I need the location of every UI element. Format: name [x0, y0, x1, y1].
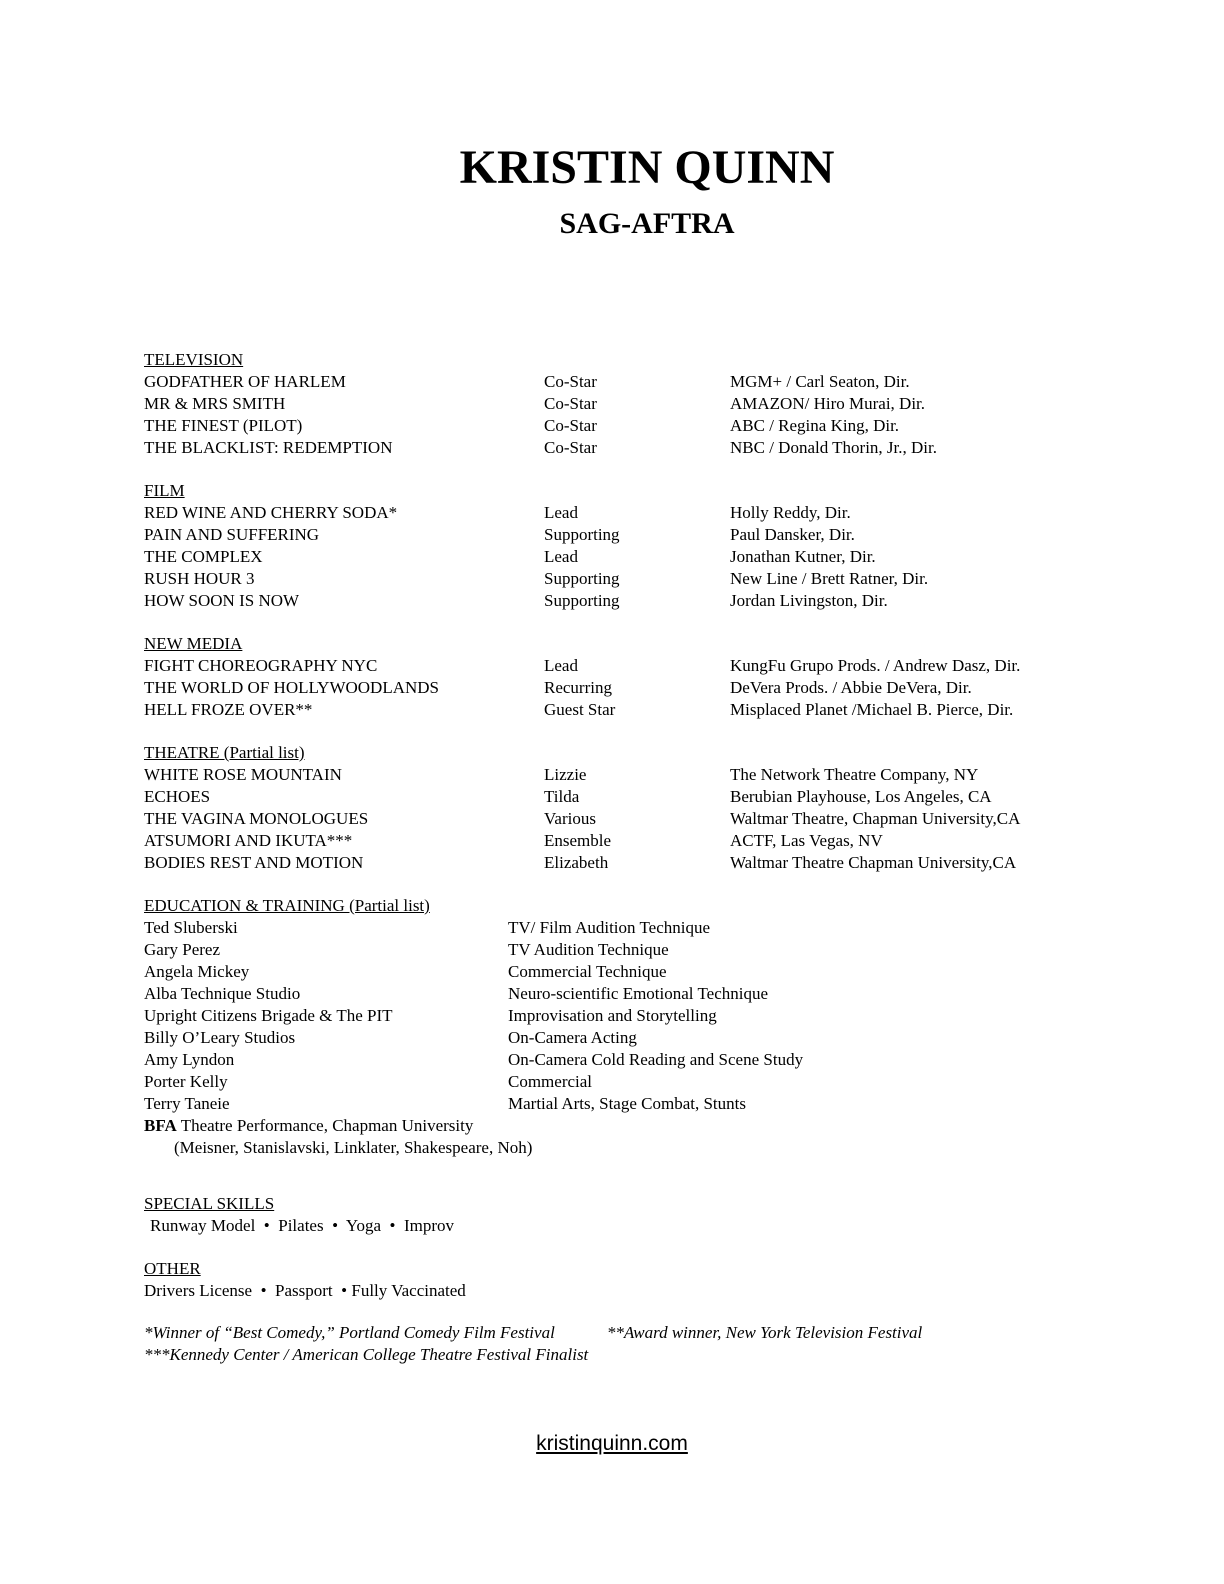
credit-role: Guest Star: [544, 700, 616, 719]
education-row: [144, 1093, 1150, 1115]
teacher-name: Billy O’Leary Studios: [144, 1028, 296, 1047]
credit-row: [144, 590, 1150, 612]
training-subject: TV/ Film Audition Technique: [508, 918, 711, 937]
credit-title: FIGHT CHOREOGRAPHY NYC: [144, 656, 378, 675]
credit-row: [144, 808, 1150, 830]
credit-row: [144, 524, 1150, 546]
credit-title: GODFATHER OF HARLEM: [144, 372, 346, 391]
training-subject: Commercial Technique: [508, 962, 667, 981]
credit-row: [144, 393, 1150, 415]
teacher-name: Angela Mickey: [144, 962, 250, 981]
credit-row: [144, 699, 1150, 721]
footnote-line-2: ***Kennedy Center / American College Theatre Festival Finalist: [144, 1345, 589, 1364]
education-row: [144, 983, 1150, 1005]
section-theatre: [144, 742, 1150, 874]
credit-company: Waltmar Theatre Chapman University,CA: [730, 853, 1017, 872]
degree-note: (Meisner, Stanislavski, Linklater, Shakespeare, Noh): [174, 1138, 533, 1157]
credit-title: PAIN AND SUFFERING: [144, 525, 320, 544]
credit-title: THE COMPLEX: [144, 547, 263, 566]
credit-row: [144, 677, 1150, 699]
credit-role: Supporting: [544, 569, 620, 588]
section-new-media: [144, 633, 1150, 721]
credit-role: Recurring: [544, 678, 612, 697]
union-affiliation: SAG-AFTRA: [559, 207, 735, 240]
credit-title: RED WINE AND CHERRY SODA*: [144, 503, 398, 522]
credit-row: [144, 655, 1150, 677]
credit-row: [144, 830, 1150, 852]
credit-role: Tilda: [544, 787, 580, 806]
credit-company: KungFu Grupo Prods. / Andrew Dasz, Dir.: [730, 656, 1021, 675]
footnote-line-1: [144, 1322, 1150, 1344]
credit-company: DeVera Prods. / Abbie DeVera, Dir.: [730, 678, 972, 697]
training-subject: Martial Arts, Stage Combat, Stunts: [508, 1094, 746, 1113]
credit-row: [144, 546, 1150, 568]
credit-company: The Network Theatre Company, NY: [730, 765, 979, 784]
training-subject: TV Audition Technique: [508, 940, 669, 959]
credit-role: Supporting: [544, 591, 620, 610]
credit-row: [144, 502, 1150, 524]
credit-role: Co-Star: [544, 394, 597, 413]
education-row: [144, 1027, 1150, 1049]
section-film: [144, 480, 1150, 612]
section-other: [144, 1258, 1150, 1302]
credit-title: THE VAGINA MONOLOGUES: [144, 809, 369, 828]
credit-role: Co-Star: [544, 438, 597, 457]
education-row: [144, 961, 1150, 983]
degree-abbrev: BFA: [144, 1116, 177, 1135]
credit-company: New Line / Brett Ratner, Dir.: [730, 569, 929, 588]
section-heading: OTHER: [144, 1259, 201, 1278]
credit-title: ECHOES: [144, 787, 211, 806]
teacher-name: Upright Citizens Brigade & The PIT: [144, 1006, 393, 1025]
credit-title: THE FINEST (PILOT): [144, 416, 303, 435]
credit-company: MGM+ / Carl Seaton, Dir.: [730, 372, 910, 391]
credit-company: Jonathan Kutner, Dir.: [730, 547, 876, 566]
special-skills-list: Runway Model • Pilates • Yoga • Improv: [150, 1216, 455, 1235]
credit-company: Berubian Playhouse, Los Angeles, CA: [730, 787, 992, 806]
page-title: KRISTIN QUINN: [459, 141, 835, 194]
training-subject: Neuro-scientific Emotional Technique: [508, 984, 769, 1003]
education-row: [144, 939, 1150, 961]
training-subject: On-Camera Acting: [508, 1028, 637, 1047]
credit-row: [144, 764, 1150, 786]
credit-row: [144, 371, 1150, 393]
credit-company: Waltmar Theatre, Chapman University,CA: [730, 809, 1021, 828]
credit-role: Lead: [544, 503, 578, 522]
credit-role: Lizzie: [544, 765, 587, 784]
credit-company: ABC / Regina King, Dir.: [730, 416, 900, 435]
credit-title: WHITE ROSE MOUNTAIN: [144, 765, 342, 784]
credit-company: Jordan Livingston, Dir.: [730, 591, 888, 610]
degree-detail: Theatre Performance, Chapman University: [176, 1116, 474, 1135]
credit-company: NBC / Donald Thorin, Jr., Dir.: [730, 438, 937, 457]
credit-title: MR & MRS SMITH: [144, 394, 286, 413]
credit-title: HOW SOON IS NOW: [144, 591, 300, 610]
teacher-name: Gary Perez: [144, 940, 220, 959]
credit-title: THE WORLD OF HOLLYWOODLANDS: [144, 678, 439, 697]
credit-row: [144, 786, 1150, 808]
website-link[interactable]: kristinquinn.com: [536, 1432, 688, 1455]
education-row: [144, 917, 1150, 939]
section-heading: SPECIAL SKILLS: [144, 1194, 275, 1213]
training-subject: On-Camera Cold Reading and Scene Study: [508, 1050, 804, 1069]
teacher-name: Ted Sluberski: [144, 918, 238, 937]
education-row: [144, 1005, 1150, 1027]
teacher-name: Porter Kelly: [144, 1072, 228, 1091]
page-footer: [0, 1432, 1224, 1456]
education-row: [144, 1049, 1150, 1071]
footnotes: [144, 1322, 1150, 1366]
credit-company: ACTF, Las Vegas, NV: [730, 831, 883, 850]
teacher-name: Alba Technique Studio: [144, 984, 301, 1003]
section-special-skills: [144, 1193, 1150, 1237]
credit-company: AMAZON/ Hiro Murai, Dir.: [730, 394, 926, 413]
credit-role: Co-Star: [544, 416, 597, 435]
credit-role: Various: [544, 809, 596, 828]
section-heading: NEW MEDIA: [144, 634, 243, 653]
training-subject: Improvisation and Storytelling: [508, 1006, 717, 1025]
section-heading: EDUCATION & TRAINING (Partial list): [144, 896, 430, 915]
teacher-name: Terry Taneie: [144, 1094, 230, 1113]
degree-line: [144, 1115, 1150, 1137]
credit-row: [144, 415, 1150, 437]
credit-company: Paul Dansker, Dir.: [730, 525, 855, 544]
education-row: [144, 1071, 1150, 1093]
credit-title: RUSH HOUR 3: [144, 569, 255, 588]
section-heading: TELEVISION: [144, 350, 244, 369]
section-heading: THEATRE (Partial list): [144, 743, 305, 762]
section-television: [144, 349, 1150, 459]
credit-company: Holly Reddy, Dir.: [730, 503, 851, 522]
credit-role: Co-Star: [544, 372, 597, 391]
teacher-name: Amy Lyndon: [144, 1050, 235, 1069]
credit-role: Lead: [544, 656, 578, 675]
credit-row: [144, 568, 1150, 590]
other-list: Drivers License • Passport • Fully Vaccinated: [144, 1281, 466, 1300]
footnote-asterisk: *Winner of “Best Comedy,” Portland Comedy Film Festival: [144, 1323, 555, 1342]
credit-role: Ensemble: [544, 831, 612, 850]
credit-title: THE BLACKLIST: REDEMPTION: [144, 438, 393, 457]
credit-title: ATSUMORI AND IKUTA***: [144, 831, 353, 850]
credit-title: BODIES REST AND MOTION: [144, 853, 364, 872]
footnote-double-asterisk: **Award winner, New York Television Festival: [606, 1323, 923, 1342]
credit-role: Elizabeth: [544, 853, 609, 872]
training-subject: Commercial: [508, 1072, 593, 1091]
credit-row: [144, 852, 1150, 874]
section-heading: FILM: [144, 481, 185, 500]
credit-role: Supporting: [544, 525, 620, 544]
credit-row: [144, 437, 1150, 459]
credit-role: Lead: [544, 547, 578, 566]
credit-title: HELL FROZE OVER**: [144, 700, 313, 719]
credit-company: Misplaced Planet /Michael B. Pierce, Dir.: [730, 700, 1014, 719]
section-education: [144, 895, 1150, 1159]
